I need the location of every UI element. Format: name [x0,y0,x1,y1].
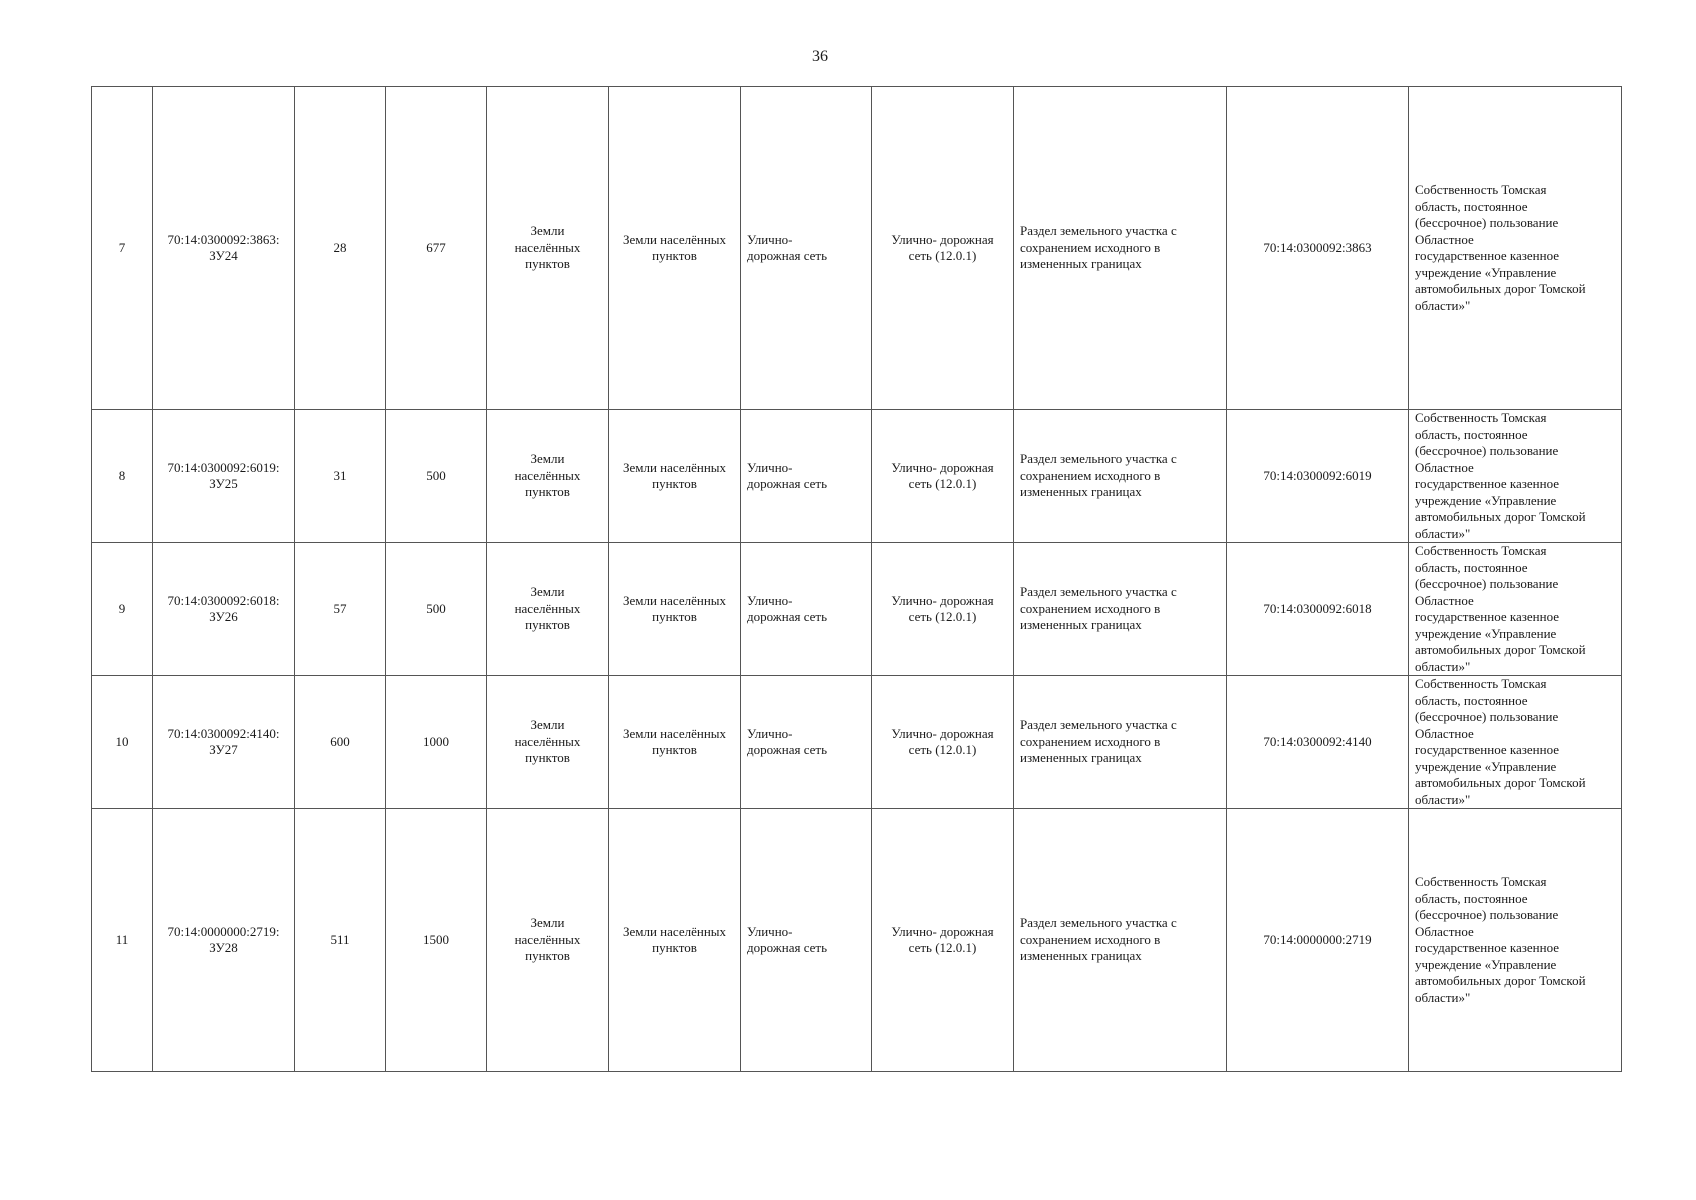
cell-permitted-use: Улично- дорожная сеть (12.0.1) [872,87,1014,410]
cell-row-number: 11 [92,809,153,1072]
cell-permitted-use: Улично- дорожная сеть (12.0.1) [872,676,1014,809]
cell-value-1: 57 [295,543,386,676]
cell-rights-holder: Собственность Томская область, постоянное (бессрочное) пользование Областное государственное казенное учреждение «Управление автомобильных дорог Томской области»" [1409,809,1622,1072]
cell-value-2: 500 [386,543,487,676]
cell-rights-holder: Собственность Томская область, постоянное (бессрочное) пользование Областное государственное казенное учреждение «Управление автомобильных дорог Томской области»" [1409,410,1622,543]
cell-formation-method: Раздел земельного участка с сохранением исходного в измененных границах [1014,676,1227,809]
table-row [92,87,1622,410]
cell-use-type: Улично- дорожная сеть [741,87,872,410]
cell-land-category: Земли населённых пунктов [487,87,609,410]
cell-value-1: 600 [295,676,386,809]
cell-source-cadastral-number: 70:14:0300092:6019 [1227,410,1409,543]
cell-formation-method: Раздел земельного участка с сохранением исходного в измененных границах [1014,809,1227,1072]
cell-value-1: 28 [295,87,386,410]
cell-source-cadastral-number: 70:14:0300092:6018 [1227,543,1409,676]
cell-land-category-new: Земли населённых пунктов [609,87,741,410]
cell-use-type: Улично- дорожная сеть [741,543,872,676]
cell-land-category: Земли населённых пунктов [487,410,609,543]
cell-land-category-new: Земли населённых пунктов [609,543,741,676]
cell-land-category-new: Земли населённых пунктов [609,809,741,1072]
page-number: 36 [812,48,828,65]
cell-value-2: 1500 [386,809,487,1072]
cell-value-2: 1000 [386,676,487,809]
cell-source-cadastral-number: 70:14:0300092:4140 [1227,676,1409,809]
cell-formation-method: Раздел земельного участка с сохранением исходного в измененных границах [1014,87,1227,410]
cell-rights-holder: Собственность Томская область, постоянное (бессрочное) пользование Областное государственное казенное учреждение «Управление автомобильных дорог Томской области»" [1409,676,1622,809]
cell-land-category: Земли населённых пунктов [487,543,609,676]
cell-permitted-use: Улично- дорожная сеть (12.0.1) [872,410,1014,543]
table-row [92,543,1622,676]
table-row [92,410,1622,543]
cell-plot-designation: 70:14:0300092:3863: ЗУ24 [153,87,295,410]
table-row [92,676,1622,809]
cell-land-category: Земли населённых пунктов [487,809,609,1072]
cell-land-category-new: Земли населённых пунктов [609,676,741,809]
cell-value-2: 500 [386,410,487,543]
table-row [92,809,1622,1072]
cell-row-number: 8 [92,410,153,543]
cell-use-type: Улично- дорожная сеть [741,676,872,809]
cell-formation-method: Раздел земельного участка с сохранением исходного в измененных границах [1014,410,1227,543]
cell-plot-designation: 70:14:0300092:4140: ЗУ27 [153,676,295,809]
cell-source-cadastral-number: 70:14:0300092:3863 [1227,87,1409,410]
table-body [92,87,1622,1072]
cell-use-type: Улично- дорожная сеть [741,410,872,543]
cell-rights-holder: Собственность Томская область, постоянное (бессрочное) пользование Областное государственное казенное учреждение «Управление автомобильных дорог Томской области»" [1409,87,1622,410]
cell-permitted-use: Улично- дорожная сеть (12.0.1) [872,809,1014,1072]
cell-row-number: 7 [92,87,153,410]
cell-rights-holder: Собственность Томская область, постоянное (бессрочное) пользование Областное государственное казенное учреждение «Управление автомобильных дорог Томской области»" [1409,543,1622,676]
cell-source-cadastral-number: 70:14:0000000:2719 [1227,809,1409,1072]
cell-permitted-use: Улично- дорожная сеть (12.0.1) [872,543,1014,676]
cell-row-number: 10 [92,676,153,809]
cell-value-2: 677 [386,87,487,410]
cell-row-number: 9 [92,543,153,676]
cell-value-1: 31 [295,410,386,543]
land-plots-table [91,86,1622,1072]
cell-formation-method: Раздел земельного участка с сохранением исходного в измененных границах [1014,543,1227,676]
cell-plot-designation: 70:14:0300092:6018: ЗУ26 [153,543,295,676]
cell-use-type: Улично- дорожная сеть [741,809,872,1072]
cell-plot-designation: 70:14:0300092:6019: ЗУ25 [153,410,295,543]
cell-plot-designation: 70:14:0000000:2719: ЗУ28 [153,809,295,1072]
cell-land-category-new: Земли населённых пунктов [609,410,741,543]
cell-value-1: 511 [295,809,386,1072]
cell-land-category: Земли населённых пунктов [487,676,609,809]
